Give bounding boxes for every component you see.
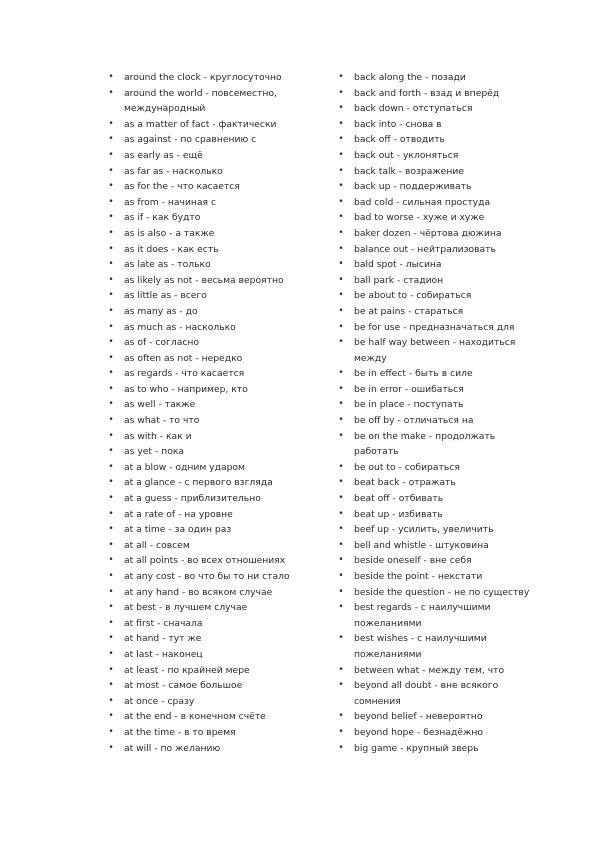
phrase-text: be in place - поступать — [354, 399, 464, 411]
list-item — [336, 117, 536, 133]
list-item — [336, 288, 536, 304]
bullet-icon: • — [108, 149, 114, 160]
bullet-icon: • — [108, 508, 114, 519]
phrase-text: back talk - возражение — [354, 165, 464, 177]
bullet-icon: • — [108, 524, 114, 535]
phrase-text: balance out - нейтрализовать — [354, 243, 496, 255]
phrase-text: beef up - усилить, увеличить — [354, 524, 494, 536]
phrase-text: as a matter of fact - фактически — [124, 118, 277, 130]
bullet-icon: • — [108, 726, 114, 737]
phrase-text: as what - то что — [124, 415, 200, 427]
phrase-text: at hand - тут же — [124, 633, 202, 645]
bullet-icon: • — [338, 103, 344, 114]
phrase-text: at all - совсем — [124, 539, 190, 551]
phrase-text: best regards - с наилучшими пожеланиями — [354, 602, 491, 629]
phrase-text: bald spot - лысина — [354, 259, 442, 271]
list-item — [336, 678, 536, 709]
list-item — [106, 538, 320, 554]
bullet-icon: • — [108, 648, 114, 659]
list-item — [336, 741, 536, 757]
bullet-icon: • — [108, 571, 114, 581]
list-item — [336, 413, 536, 429]
phrase-text: at any cost - во что бы то ни стало — [124, 571, 290, 582]
phrase-text: at a time - за один раз — [124, 524, 232, 536]
bullet-icon: • — [338, 399, 344, 410]
list-item — [106, 304, 320, 320]
phrase-text: between what - между тем, что — [354, 664, 505, 676]
list-item — [106, 335, 320, 351]
list-item — [106, 507, 320, 523]
list-item — [336, 273, 536, 289]
list-item — [106, 148, 320, 164]
phrase-text: at once - сразу — [124, 695, 195, 707]
list-item — [106, 569, 320, 585]
list-item — [106, 195, 320, 211]
list-item — [336, 164, 536, 180]
phrase-text: be off by - отличаться на — [354, 415, 474, 427]
bullet-icon: • — [108, 305, 114, 316]
list-item — [106, 366, 320, 382]
bullet-icon: • — [108, 243, 114, 254]
bullet-icon: • — [108, 695, 114, 706]
list-item — [106, 663, 320, 679]
phrase-text: as it does - как есть — [124, 243, 219, 255]
list-item — [106, 70, 320, 86]
bullet-icon: • — [108, 165, 114, 176]
list-item — [106, 725, 320, 741]
bullet-icon: • — [338, 664, 344, 675]
list-item — [336, 366, 536, 382]
list-item — [106, 522, 320, 538]
list-item — [106, 179, 320, 195]
phrase-text: as from - начиная с — [124, 196, 217, 208]
list-item — [336, 304, 536, 320]
bullet-icon: • — [108, 742, 114, 753]
list-item — [336, 600, 536, 631]
bullet-icon: • — [108, 664, 114, 675]
phrase-text: as of - согласно — [124, 337, 200, 349]
bullet-icon: • — [108, 259, 114, 270]
phrase-text: as regards - что касается — [124, 368, 245, 380]
list-item — [336, 335, 536, 366]
bullet-icon: • — [338, 571, 344, 581]
phrase-text: be at pains - стараться — [354, 305, 464, 317]
list-item — [336, 460, 536, 476]
bullet-icon: • — [338, 118, 344, 129]
bullet-icon: • — [338, 72, 344, 82]
bullet-icon: • — [338, 493, 344, 504]
bullet-icon: • — [338, 383, 344, 394]
phrase-text: be out to - собираться — [354, 461, 460, 473]
bullet-icon: • — [108, 633, 114, 644]
list-item — [106, 397, 320, 413]
phrase-text: beat off - отбивать — [354, 493, 444, 505]
bullet-icon: • — [108, 477, 114, 488]
phrase-text: as little as - всего — [124, 290, 207, 302]
list-item — [336, 553, 536, 569]
bullet-icon: • — [108, 461, 114, 472]
bullet-icon: • — [108, 711, 114, 722]
list-item — [106, 709, 320, 725]
phrase-text: at will - по желанию — [124, 742, 221, 754]
bullet-icon: • — [338, 602, 344, 613]
bullet-icon: • — [108, 321, 114, 332]
phrase-text: be about to - собираться — [354, 290, 472, 302]
phrase-text: beyond hope - безнадёжно — [354, 726, 483, 738]
phrase-text: ball park - стадион — [354, 274, 444, 286]
bullet-icon: • — [338, 243, 344, 254]
phrase-text: as is also - а также — [124, 227, 215, 239]
list-item — [336, 631, 536, 662]
phrase-text: as much as - насколько — [124, 321, 236, 333]
list-item — [336, 382, 536, 398]
bullet-icon: • — [338, 181, 344, 192]
list-item — [106, 616, 320, 632]
list-item — [106, 117, 320, 133]
phrase-text: back into - снова в — [354, 118, 442, 130]
list-item — [106, 164, 320, 180]
bullet-icon: • — [338, 633, 344, 644]
bullet-icon: • — [338, 165, 344, 176]
phrase-text: back down - отступаться — [354, 103, 473, 115]
bullet-icon: • — [108, 337, 114, 348]
phrase-text: at first - сначала — [124, 617, 203, 629]
phrase-text: as to who - например, кто — [124, 383, 248, 395]
bullet-icon: • — [108, 617, 114, 628]
bullet-icon: • — [338, 508, 344, 519]
bullet-icon: • — [338, 321, 344, 332]
bullet-icon: • — [338, 524, 344, 535]
phrase-text: back along the - позади — [354, 72, 466, 83]
phrase-text: at a guess - приблизительно — [124, 493, 261, 505]
bullet-icon: • — [108, 181, 114, 192]
list-item — [106, 460, 320, 476]
list-item — [106, 210, 320, 226]
phrase-text: back out - уклоняться — [354, 149, 459, 161]
list-item — [336, 320, 536, 336]
phrase-text: as likely as not - весьма вероятно — [124, 274, 284, 286]
phrase-text: bad to worse - хуже и хуже — [354, 212, 485, 224]
phrase-text: as well - также — [124, 399, 196, 411]
bullet-icon: • — [338, 134, 344, 145]
bullet-icon: • — [338, 274, 344, 285]
phrase-text: beside oneself - вне себя — [354, 555, 472, 567]
list-item — [106, 226, 320, 242]
list-item — [106, 444, 320, 460]
list-item — [106, 132, 320, 148]
phrase-text: be in error - ошибаться — [354, 383, 464, 395]
bullet-icon: • — [338, 149, 344, 160]
phrase-text: be in effect - быть в силе — [354, 368, 473, 380]
phrase-text: at the end - в конечном счёте — [124, 711, 266, 723]
list-item — [106, 678, 320, 694]
phrase-text: back off - отводить — [354, 134, 445, 146]
bullet-icon: • — [338, 461, 344, 472]
left-phrase-list — [106, 70, 320, 756]
bullet-icon: • — [338, 477, 344, 488]
list-item — [336, 101, 536, 117]
list-item — [106, 429, 320, 445]
list-item — [336, 397, 536, 413]
list-item — [336, 663, 536, 679]
bullet-icon: • — [108, 586, 114, 597]
list-item — [106, 553, 320, 569]
list-item — [106, 600, 320, 616]
phrase-text: as if - как будто — [124, 212, 201, 224]
list-item — [336, 585, 536, 601]
phrase-text: beat up - избивать — [354, 508, 443, 520]
list-item — [106, 475, 320, 491]
list-item — [336, 569, 536, 585]
phrase-text: as late as - только — [124, 259, 211, 271]
list-item — [336, 86, 536, 102]
list-item — [336, 522, 536, 538]
list-item — [336, 491, 536, 507]
bullet-icon: • — [108, 274, 114, 285]
bullet-icon: • — [338, 539, 344, 550]
phrase-text: as yet - пока — [124, 446, 184, 458]
list-item — [336, 475, 536, 491]
phrase-text: baker dozen - чёртова дюжина — [354, 227, 502, 239]
phrase-text: at most - самое большое — [124, 680, 243, 692]
bullet-icon: • — [338, 259, 344, 270]
bullet-icon: • — [338, 337, 344, 348]
list-item — [106, 491, 320, 507]
phrase-text: beyond all doubt - вне всякого сомнения — [354, 680, 499, 707]
list-item — [106, 242, 320, 258]
phrase-text: at the time - в то время — [124, 726, 236, 738]
bullet-icon: • — [108, 446, 114, 457]
bullet-icon: • — [108, 399, 114, 410]
bullet-icon: • — [108, 118, 114, 129]
phrase-text: at a rate of - на уровне — [124, 508, 233, 520]
phrase-text: be on the make - продолжать работать — [354, 430, 496, 458]
list-item — [336, 725, 536, 741]
bullet-icon: • — [338, 368, 344, 379]
phrase-text: as with - как и — [124, 430, 192, 442]
list-item — [106, 288, 320, 304]
list-item — [106, 351, 320, 367]
phrase-text: be for use - предназначаться для — [354, 321, 515, 333]
bullet-icon: • — [108, 602, 114, 613]
list-item — [106, 741, 320, 757]
bullet-icon: • — [108, 368, 114, 379]
bullet-icon: • — [108, 290, 114, 301]
list-item — [106, 694, 320, 710]
bullet-icon: • — [338, 742, 344, 753]
phrase-text: at any hand - во всяком случае — [124, 586, 273, 598]
bullet-icon: • — [108, 134, 114, 145]
phrase-text: as far as - насколько — [124, 165, 223, 177]
list-item — [106, 86, 320, 117]
bullet-icon: • — [338, 415, 344, 426]
list-item — [336, 179, 536, 195]
list-item — [336, 429, 536, 460]
list-item — [336, 226, 536, 242]
list-item — [106, 647, 320, 663]
phrase-text: best wishes - с наилучшими пожеланиями — [354, 633, 487, 660]
bullet-icon: • — [108, 383, 114, 394]
phrase-text: at last - наконец — [124, 648, 203, 660]
phrase-text: as many as - до — [124, 305, 198, 317]
phrase-text: big game - крупный зверь — [354, 742, 479, 754]
bullet-icon: • — [108, 352, 114, 363]
bullet-icon: • — [338, 305, 344, 316]
list-item — [336, 132, 536, 148]
list-item — [106, 257, 320, 273]
list-item — [336, 257, 536, 273]
list-item — [336, 507, 536, 523]
list-item — [106, 273, 320, 289]
phrase-text: beat back - отражать — [354, 477, 456, 489]
list-item — [336, 195, 536, 211]
phrase-text: bad cold - сильная простуда — [354, 196, 491, 208]
list-item — [106, 320, 320, 336]
phrase-text: at all points - во всех отношениях — [124, 555, 286, 567]
bullet-icon: • — [108, 430, 114, 441]
list-item — [336, 242, 536, 258]
phrase-text: around the world - повсеместно, международный — [124, 87, 277, 115]
list-item — [336, 70, 536, 86]
phrase-text: back and forth - взад и вперёд — [354, 87, 500, 99]
list-item — [106, 413, 320, 429]
phrase-text: around the clock - круглосуточно — [124, 72, 282, 83]
phrase-text: back up - поддерживать — [354, 181, 472, 193]
phrase-text: beside the question - не по существу — [354, 586, 530, 598]
bullet-icon: • — [108, 212, 114, 223]
phrase-text: beside the point - некстати — [354, 571, 483, 582]
phrase-text: at a blow - одним ударом — [124, 461, 245, 473]
list-item — [106, 382, 320, 398]
bullet-icon: • — [338, 290, 344, 301]
phrase-text: as against - по сравнению с — [124, 134, 257, 146]
bullet-icon: • — [108, 196, 114, 207]
bullet-icon: • — [338, 586, 344, 597]
bullet-icon: • — [108, 555, 114, 566]
bullet-icon: • — [338, 87, 344, 98]
phrase-text: be half way between - находиться между — [354, 337, 516, 364]
bullet-icon: • — [338, 555, 344, 566]
bullet-icon: • — [108, 415, 114, 426]
list-item — [336, 148, 536, 164]
bullet-icon: • — [108, 493, 114, 504]
list-item — [106, 631, 320, 647]
phrase-text: at least - по крайней мере — [124, 664, 250, 676]
bullet-icon: • — [108, 227, 114, 238]
bullet-icon: • — [338, 680, 344, 691]
bullet-icon: • — [338, 212, 344, 223]
list-item — [106, 585, 320, 601]
bullet-icon: • — [108, 680, 114, 691]
bullet-icon: • — [338, 227, 344, 238]
list-item — [336, 538, 536, 554]
phrase-text: at best - в лучшем случае — [124, 602, 248, 614]
phrase-text: as often as not - нередко — [124, 352, 243, 364]
bullet-icon: • — [338, 430, 344, 441]
list-item — [336, 210, 536, 226]
bullet-icon: • — [338, 711, 344, 722]
list-item — [336, 709, 536, 725]
bullet-icon: • — [108, 87, 114, 98]
phrase-text: bell and whistle - штуковина — [354, 539, 489, 551]
phrase-text: as for the - что касается — [124, 181, 240, 193]
bullet-icon: • — [338, 196, 344, 207]
right-phrase-list — [336, 70, 536, 756]
phrase-text: at a glance - с первого взгляда — [124, 477, 273, 489]
bullet-icon: • — [108, 539, 114, 550]
bullet-icon: • — [338, 726, 344, 737]
bullet-icon: • — [108, 72, 114, 82]
phrase-text: as early as - ещё — [124, 149, 203, 161]
phrase-text: beyond belief - невероятно — [354, 711, 483, 723]
